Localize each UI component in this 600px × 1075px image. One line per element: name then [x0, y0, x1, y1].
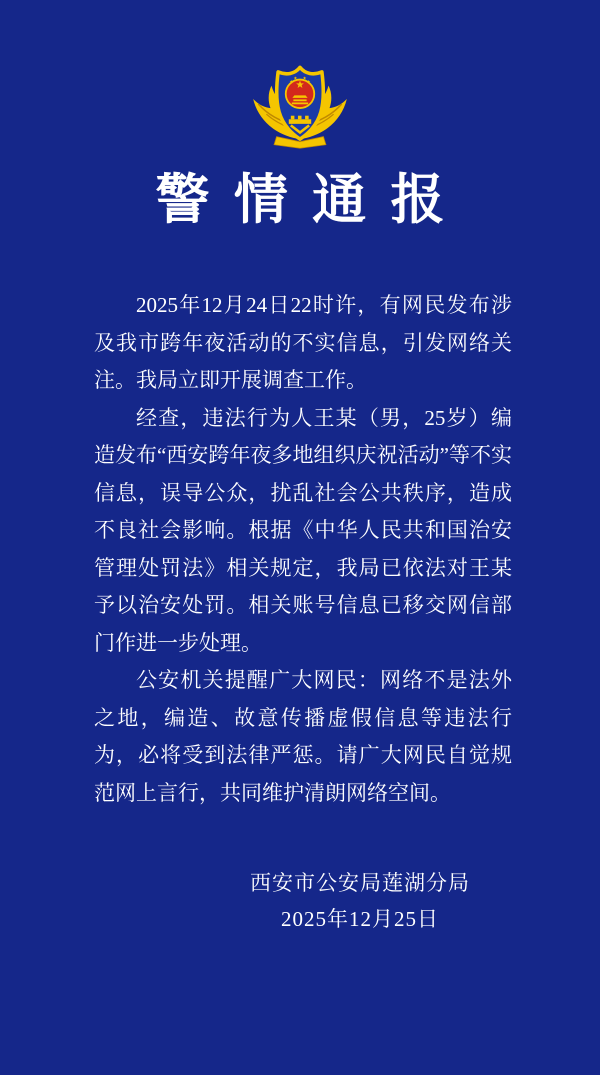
notice-paragraph-3: 公安机关提醒广大网民：网络不是法外之地，编造、故意传播虚假信息等违法行为，必将受到法律严惩。请广大网民自觉规范网上言行，共同维护清朗网络空间。	[94, 668, 512, 805]
notice-paragraph-1: 2025年12月24日22时许，有网民发布涉及我市跨年夜活动的不实信息，引发网络关注。我局立即开展调查工作。	[94, 293, 512, 392]
issuer-name: 西安市公安局莲湖分局	[250, 871, 470, 895]
notice-body	[94, 287, 512, 812]
badge-national-emblem	[286, 76, 315, 108]
signature-block	[160, 865, 560, 937]
notice-title: 警情通报	[155, 170, 469, 230]
notice-paragraph-2: 经查，违法行为人王某（男，25岁）编造发布“西安跨年夜多地组织庆祝活动”等不实信息，误导公众，扰乱社会公共秩序，造成不良社会影响。根据《中华人民共和国治安管理处罚法》相关规定，我局已依法对王某予以治安处罚。相关账号信息已移交网信部门作进一步处理。	[94, 405, 512, 655]
police-badge	[0, 54, 600, 154]
police-badge-icon	[244, 54, 356, 154]
issue-date: 2025年12月25日	[281, 907, 439, 931]
